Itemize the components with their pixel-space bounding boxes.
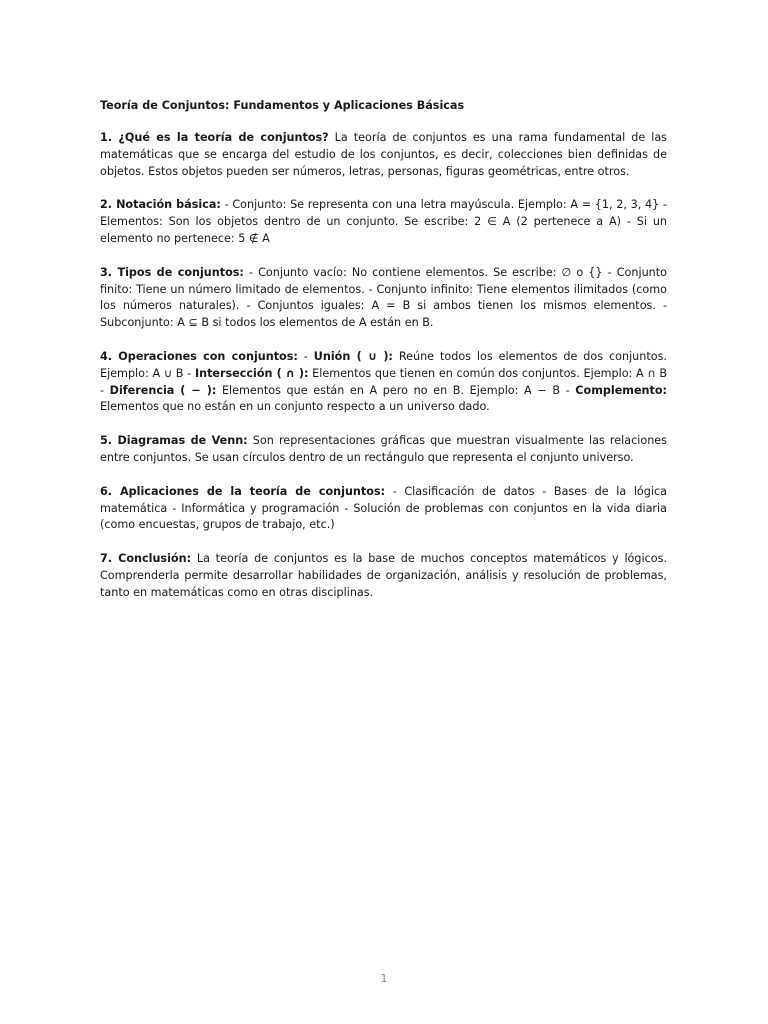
section-3 bbox=[100, 265, 667, 332]
section-body-text: La teoría de conjuntos es una rama fundamental de las matemáticas que se encarga del estudio de los conjuntos, es decir, colecciones bien definidas de objetos. Estos objetos pueden ser números, letras, personas, figuras geométricas, entre otros. bbox=[100, 131, 668, 178]
section-body-text: - Conjunto: Se representa con una letra mayúscula. Ejemplo: A = {1, 2, 3, 4} - Elementos: Son los objetos dentro de un conjunto. Se escribe: 2 ∈ A (2 pertenece a A) - Si un elemento no pertenece: 5 ∉ A bbox=[100, 198, 668, 245]
section-heading-text: 4. Operaciones con conjuntos: bbox=[100, 349, 298, 363]
section-body-text: La teoría de conjuntos es la base de muchos conceptos matemáticos y lógicos. Comprenderla permite desarrollar habilidades de organización, análisis y resolución de problemas, tanto en matemáticas como en otras disciplinas. bbox=[100, 552, 667, 599]
section-heading-text: 7. Conclusión: bbox=[100, 552, 192, 566]
section-7 bbox=[100, 551, 667, 601]
section-6 bbox=[100, 484, 667, 534]
section-heading-text: 5. Diagramas de Venn: bbox=[100, 434, 248, 448]
section-body-text: - Conjunto vacío: No contiene elementos. Se escribe: ∅ o {} - Conjunto finito: Tiene un número limitado de elementos. - Conjunto infinito: Tiene elementos ilimitados (como los números naturales). - Conjuntos iguales: A = B si ambos tienen los mismos elementos. - Subconjunto: A ⊆ B si todos los elementos de A están en B. bbox=[100, 265, 667, 330]
document-title: Teoría de Conjuntos: Fundamentos y Aplicaciones Básicas bbox=[100, 99, 465, 112]
section-heading-text: Diferencia ( − ): bbox=[109, 383, 217, 397]
section-heading-text: Intersección ( ∩ ): bbox=[194, 366, 309, 380]
document-page bbox=[100, 98, 667, 619]
section-heading-text: 3. Tipos de conjuntos: bbox=[100, 265, 244, 279]
section-heading-text: Complemento: bbox=[575, 383, 667, 397]
section-2 bbox=[100, 197, 667, 247]
section-heading-text: 6. Aplicaciones de la teoría de conjuntos: bbox=[100, 484, 386, 498]
section-body-text: Elementos que tienen en común dos conjuntos. Ejemplo: A ∩ B - bbox=[100, 366, 667, 397]
section-body-text: Reúne todos los elementos de dos conjuntos. Ejemplo: A ∪ B - bbox=[100, 349, 667, 380]
section-4 bbox=[100, 349, 667, 416]
section-5 bbox=[100, 433, 667, 467]
section-body-text: - Clasificación de datos - Bases de la lógica matemática - Informática y programación - Solución de problemas con conjuntos en la vida diaria (como encuestas, grupos de trabajo, etc.) bbox=[100, 484, 667, 532]
section-body-text: - bbox=[297, 349, 314, 363]
document-body bbox=[100, 130, 667, 602]
section-body-text: Elementos que están en A pero no en B. Ejemplo: A − B - bbox=[216, 383, 576, 397]
section-body-text: Elementos que no están en un conjunto respecto a un universo dado. bbox=[100, 400, 490, 414]
section-1 bbox=[100, 130, 667, 180]
section-body-text: Son representaciones gráficas que muestran visualmente las relaciones entre conjuntos. Se usan círculos dentro de un rectángulo que representa el conjunto universo. bbox=[100, 434, 668, 464]
section-heading-text: 1. ¿Qué es la teoría de conjuntos? bbox=[100, 131, 329, 144]
section-heading-text: 2. Notación básica: bbox=[100, 198, 221, 212]
page-number: 1 bbox=[380, 972, 388, 985]
section-heading-text: Unión ( ∪ ): bbox=[313, 349, 393, 363]
